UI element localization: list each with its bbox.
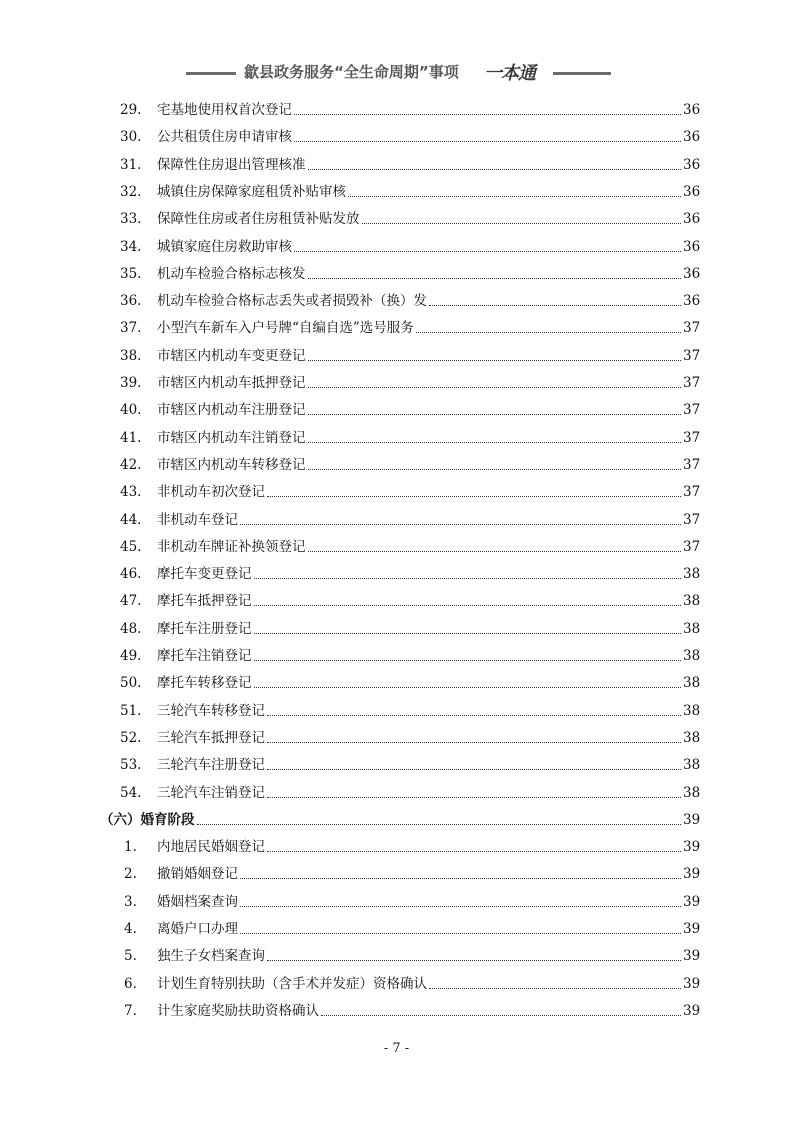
toc-row <box>0 834 793 861</box>
toc-row <box>0 288 793 315</box>
toc-leader-dots <box>267 960 681 961</box>
toc-item-number: 54. <box>120 784 142 801</box>
toc-item-title: 保障性住房退出管理核准 <box>157 156 306 173</box>
toc-row <box>0 861 793 888</box>
toc-item-title: 非机动车登记 <box>157 511 238 528</box>
toc-leader-dots <box>267 496 681 497</box>
toc-page-number: 36 <box>683 102 701 118</box>
toc-leader-dots <box>267 851 681 852</box>
toc-page-number: 37 <box>683 484 701 501</box>
toc-leader-dots <box>240 878 681 879</box>
toc-item-title: 市辖区内机动车转移登记 <box>157 456 306 473</box>
toc-page-number: 38 <box>683 648 701 664</box>
toc-leader-dots <box>267 742 681 743</box>
toc-item-number: 49. <box>120 648 142 664</box>
toc-item-number: 41. <box>120 429 142 446</box>
toc-page-number: 37 <box>683 347 701 364</box>
toc-page-number: 36 <box>683 211 701 228</box>
toc-item-number: 39. <box>120 375 142 391</box>
header-title: 歙县政务服务“全生命周期”事项 <box>244 63 459 81</box>
toc-leader-dots <box>240 906 681 907</box>
page-number: - 7 - <box>383 1041 410 1056</box>
toc-item-title: 市辖区内机动车抵押登记 <box>157 375 306 391</box>
toc-row <box>0 616 793 643</box>
toc-leader-dots <box>254 660 681 661</box>
toc-item-number: 36. <box>120 293 142 310</box>
header-rule-right <box>553 72 611 75</box>
toc-page-number: 37 <box>683 511 701 528</box>
toc-row <box>0 370 793 397</box>
toc-leader-dots <box>294 141 681 142</box>
toc-row <box>0 452 793 479</box>
toc-item-title: 城镇家庭住房救助审核 <box>157 238 292 255</box>
toc-leader-dots <box>267 715 681 716</box>
header-rule-left <box>186 72 236 75</box>
toc-item-title: 摩托车变更登记 <box>157 566 252 583</box>
toc-item-title: 宅基地使用权首次登记 <box>157 102 292 118</box>
toc-item-number: 42. <box>120 456 142 473</box>
toc-row <box>0 780 793 807</box>
toc-item-number: 2. <box>124 866 137 883</box>
toc-item-number: 30. <box>120 129 142 146</box>
toc-item-title: 非机动车牌证补换领登记 <box>157 538 306 555</box>
toc-item-number: 33. <box>120 211 142 228</box>
toc-leader-dots <box>308 442 681 443</box>
toc-item-number: 44. <box>120 511 142 528</box>
toc-page-number: 38 <box>683 702 701 719</box>
toc-item-number: 1. <box>124 839 137 856</box>
toc-leader-dots <box>308 414 681 415</box>
toc-row <box>0 206 793 233</box>
toc-row <box>0 889 793 916</box>
toc-leader-dots <box>240 524 681 525</box>
toc-item-number: 32. <box>120 183 142 200</box>
toc-leader-dots <box>254 605 681 606</box>
toc-row <box>0 670 793 697</box>
toc-item-number: 47. <box>120 593 142 610</box>
toc-item-title: 小型汽车新车入户号牌“自编自选”选号服务 <box>157 320 414 337</box>
toc-row <box>0 725 793 752</box>
toc-item-title: 市辖区内机动车变更登记 <box>157 347 306 364</box>
toc-item-title: 摩托车转移登记 <box>157 675 252 692</box>
toc-item-number: 37. <box>120 320 142 337</box>
toc-row <box>0 534 793 561</box>
toc-leader-dots <box>267 797 681 798</box>
toc-row <box>0 752 793 779</box>
toc-row <box>0 234 793 261</box>
toc-page-number: 38 <box>683 675 701 692</box>
toc-item-title: 三轮汽车注册登记 <box>157 757 265 774</box>
toc-leader-dots <box>416 332 681 333</box>
toc-leader-dots <box>294 251 681 252</box>
toc-section-title: （六）婚育阶段 <box>100 811 195 828</box>
toc-item-title: 非机动车初次登记 <box>157 484 265 501</box>
toc-page-number: 39 <box>683 866 701 883</box>
toc-row <box>0 397 793 424</box>
toc-page-number: 38 <box>683 593 701 610</box>
toc-item-title: 内地居民婚姻登记 <box>157 839 265 856</box>
toc-leader-dots <box>429 305 681 306</box>
toc-section-row <box>0 807 793 834</box>
toc-page-number: 37 <box>683 402 701 419</box>
toc-leader-dots <box>267 769 681 770</box>
toc-item-title: 保障性住房或者住房租赁补贴发放 <box>157 211 360 228</box>
toc-row <box>0 561 793 588</box>
toc-item-title: 摩托车注册登记 <box>157 620 252 637</box>
toc-row <box>0 943 793 970</box>
toc-page-number: 36 <box>683 129 701 146</box>
toc-page-number: 37 <box>683 320 701 337</box>
header-logo: 一本通 <box>484 63 535 84</box>
toc-page-number: 39 <box>683 839 701 856</box>
toc-leader-dots <box>308 551 681 552</box>
toc-page-number: 36 <box>683 265 701 282</box>
toc-page-number: 36 <box>683 183 701 200</box>
toc-leader-dots <box>197 824 681 825</box>
toc-leader-dots <box>254 578 681 579</box>
toc-page-number: 37 <box>683 456 701 473</box>
toc-page-number: 39 <box>683 921 701 937</box>
toc-page-number: 37 <box>683 375 701 391</box>
toc-row <box>0 916 793 943</box>
page-header <box>0 60 793 88</box>
toc-page-number: 36 <box>683 293 701 310</box>
toc-leader-dots <box>240 933 681 934</box>
toc-row <box>0 998 793 1025</box>
toc-row <box>0 643 793 670</box>
toc-item-title: 婚姻档案查询 <box>157 893 238 910</box>
toc-leader-dots <box>308 278 681 279</box>
toc-item-number: 38. <box>120 347 142 364</box>
toc-page-number: 39 <box>683 893 701 910</box>
toc-item-number: 43. <box>120 484 142 501</box>
toc-page-number: 38 <box>683 729 701 746</box>
toc-row <box>0 124 793 151</box>
toc-page-number: 39 <box>683 948 701 965</box>
toc-leader-dots <box>362 223 681 224</box>
toc-item-number: 3. <box>124 893 137 910</box>
toc-row <box>0 179 793 206</box>
toc-item-title: 市辖区内机动车注销登记 <box>157 429 306 446</box>
toc-page-number: 37 <box>683 429 701 446</box>
toc-leader-dots <box>308 360 681 361</box>
toc-item-number: 51. <box>120 702 142 719</box>
toc-row <box>0 588 793 615</box>
toc-page-number: 38 <box>683 620 701 637</box>
toc-row <box>0 97 793 124</box>
toc-row <box>0 261 793 288</box>
toc-item-number: 34. <box>120 238 142 255</box>
toc-item-title: 摩托车抵押登记 <box>157 593 252 610</box>
toc-row <box>0 507 793 534</box>
toc-item-title: 城镇住房保障家庭租赁补贴审核 <box>157 183 346 200</box>
toc-item-title: 市辖区内机动车注册登记 <box>157 402 306 419</box>
toc-item-title: 机动车检验合格标志丢失或者损毁补（换）发 <box>157 293 427 310</box>
toc-page-number: 36 <box>683 156 701 173</box>
toc-item-number: 5. <box>124 948 137 965</box>
toc-page-number: 36 <box>683 238 701 255</box>
toc-item-title: 离婚户口办理 <box>157 921 238 937</box>
toc-leader-dots <box>308 387 681 388</box>
toc-item-title: 独生子女档案查询 <box>157 948 265 965</box>
toc-item-title: 计生家庭奖励扶助资格确认 <box>157 1002 319 1019</box>
toc-row <box>0 425 793 452</box>
toc-leader-dots <box>321 1015 681 1016</box>
toc-item-title: 三轮汽车抵押登记 <box>157 729 265 746</box>
toc-item-title: 三轮汽车注销登记 <box>157 784 265 801</box>
toc-item-number: 35. <box>120 265 142 282</box>
toc-row <box>0 479 793 506</box>
toc-page-number: 38 <box>683 566 701 583</box>
toc-page-number: 39 <box>683 1002 701 1019</box>
toc-leader-dots <box>254 633 681 634</box>
toc-row <box>0 315 793 342</box>
toc-page-number: 39 <box>683 811 701 828</box>
toc-item-number: 53. <box>120 757 142 774</box>
toc-page-number: 38 <box>683 757 701 774</box>
toc-item-title: 公共租赁住房申请审核 <box>157 129 292 146</box>
toc-leader-dots <box>308 469 681 470</box>
toc-leader-dots <box>429 988 681 989</box>
toc-item-number: 4. <box>124 921 137 937</box>
toc-row <box>0 343 793 370</box>
toc-item-number: 6. <box>124 975 137 992</box>
toc-item-title: 撤销婚姻登记 <box>157 866 238 883</box>
toc-item-number: 50. <box>120 675 142 692</box>
toc-leader-dots <box>348 196 681 197</box>
toc-item-number: 29. <box>120 102 142 118</box>
toc-item-number: 45. <box>120 538 142 555</box>
toc-item-title: 机动车检验合格标志核发 <box>157 265 306 282</box>
toc-leader-dots <box>308 169 681 170</box>
toc-item-title: 三轮汽车转移登记 <box>157 702 265 719</box>
toc-item-number: 46. <box>120 566 142 583</box>
toc-item-number: 7. <box>124 1002 137 1019</box>
toc-page-number: 37 <box>683 538 701 555</box>
toc-item-title: 摩托车注销登记 <box>157 648 252 664</box>
toc-item-number: 48. <box>120 620 142 637</box>
toc-row <box>0 152 793 179</box>
toc-leader-dots <box>294 114 681 115</box>
toc-leader-dots <box>254 687 681 688</box>
toc-row <box>0 971 793 998</box>
toc-page-number: 39 <box>683 975 701 992</box>
toc-row <box>0 698 793 725</box>
toc-item-title: 计划生育特别扶助（含手术并发症）资格确认 <box>157 975 427 992</box>
toc-item-number: 40. <box>120 402 142 419</box>
toc-item-number: 31. <box>120 156 142 173</box>
toc-item-number: 52. <box>120 729 142 746</box>
toc-page-number: 38 <box>683 784 701 801</box>
